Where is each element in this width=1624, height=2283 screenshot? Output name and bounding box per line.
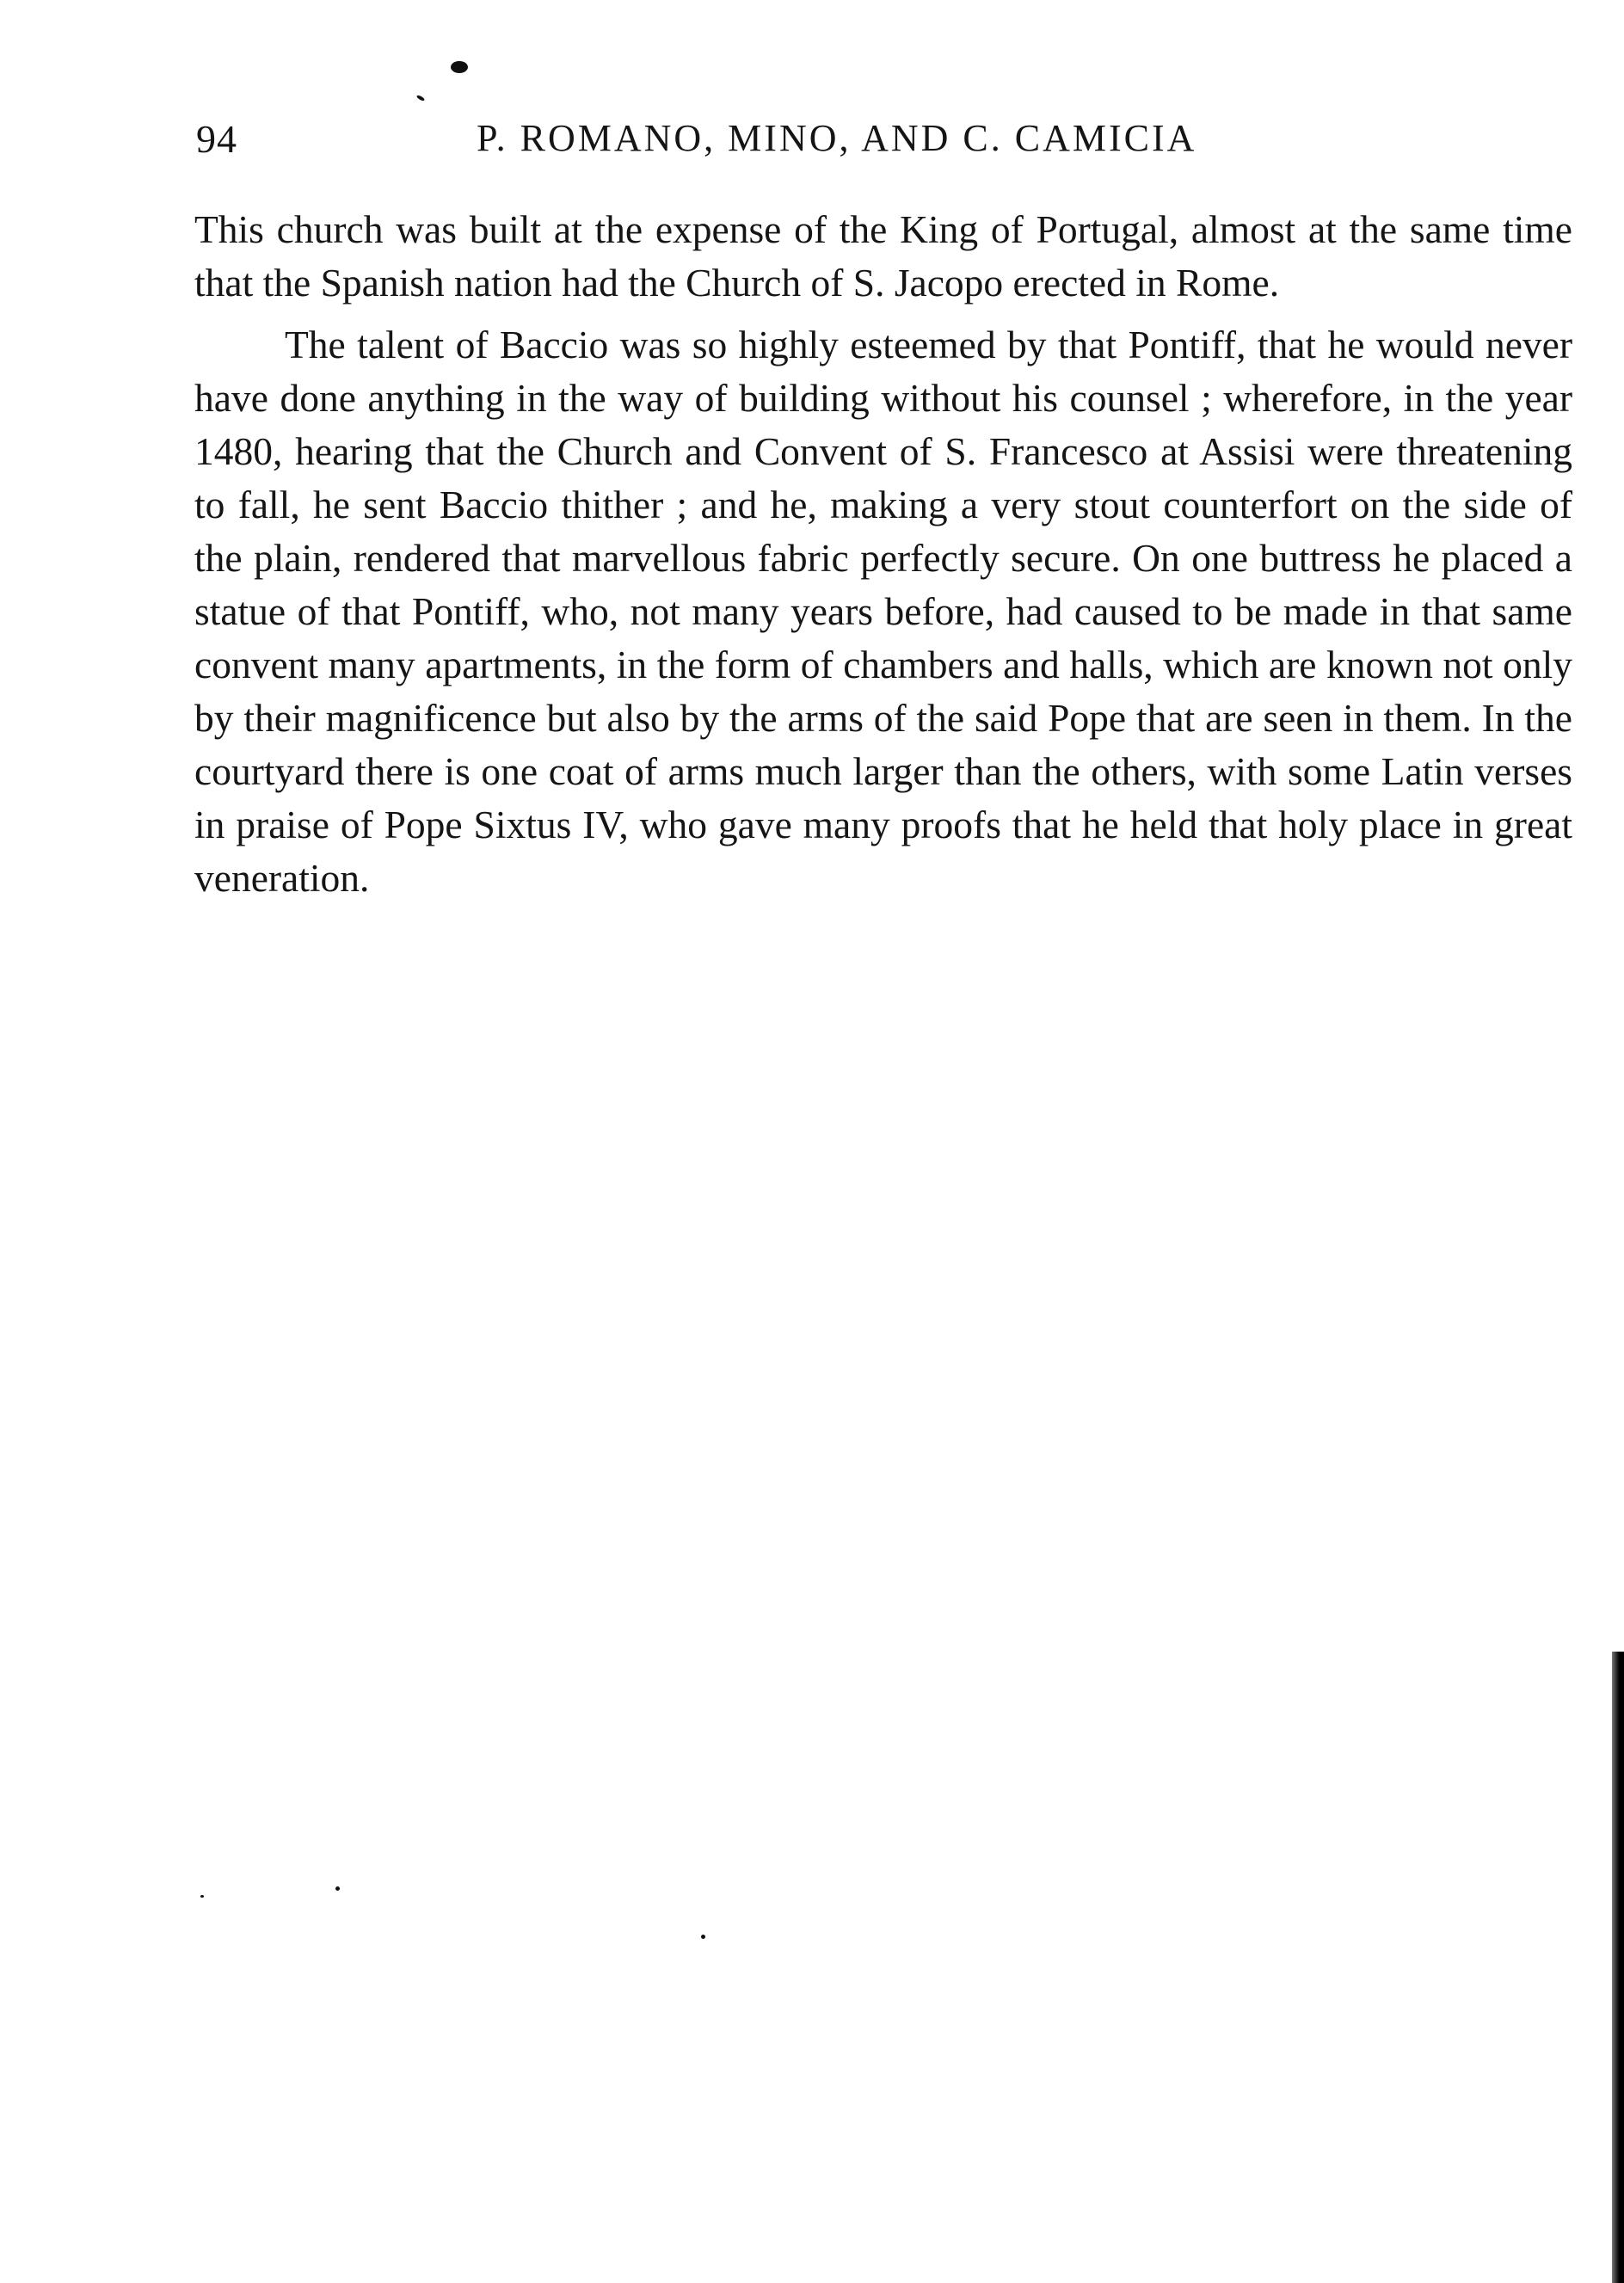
ink-speck (200, 1895, 204, 1898)
page-header (196, 116, 1572, 168)
ink-speck (701, 1935, 705, 1939)
paragraph: The talent of Baccio was so highly esteemed by that Pontiff, that he would never have done anything in the way of building without his counsel ; wherefore, in the year 1480, hearing that the Church and Convent of S. Francesco at Assisi were threatening to fall, he sent Baccio thither ; and he, making a very stout counterfort on the side of the plain, rendered that marvellous fabric perfectly secure. On one buttress he placed a statue of that Pontiff, who, not many years before, had caused to be made in that same convent many apartments, in the form of chambers and halls, which are known not only by their magnificence but also by the arms of the said Pope that are seen in them. In the courtyard there is one coat of arms much larger than the others, with some Latin verses in praise of Pope Sixtus IV, who gave many proofs that he held that holy place in great veneration. (194, 323, 1572, 900)
ink-speck (451, 61, 468, 73)
page-number: 94 (196, 117, 237, 161)
ink-speck (335, 1886, 340, 1891)
page-edge-shadow (1612, 1652, 1624, 2283)
body-text (194, 203, 1572, 905)
paragraph: This church was built at the expense of the King of Portugal, almost at the same time that the Spanish nation had the Church of S. Jacopo erected in Rome. (194, 207, 1572, 305)
running-head: P. ROMANO, MINO, AND C. CAMICIA (477, 117, 1197, 159)
ink-speck (416, 95, 426, 102)
